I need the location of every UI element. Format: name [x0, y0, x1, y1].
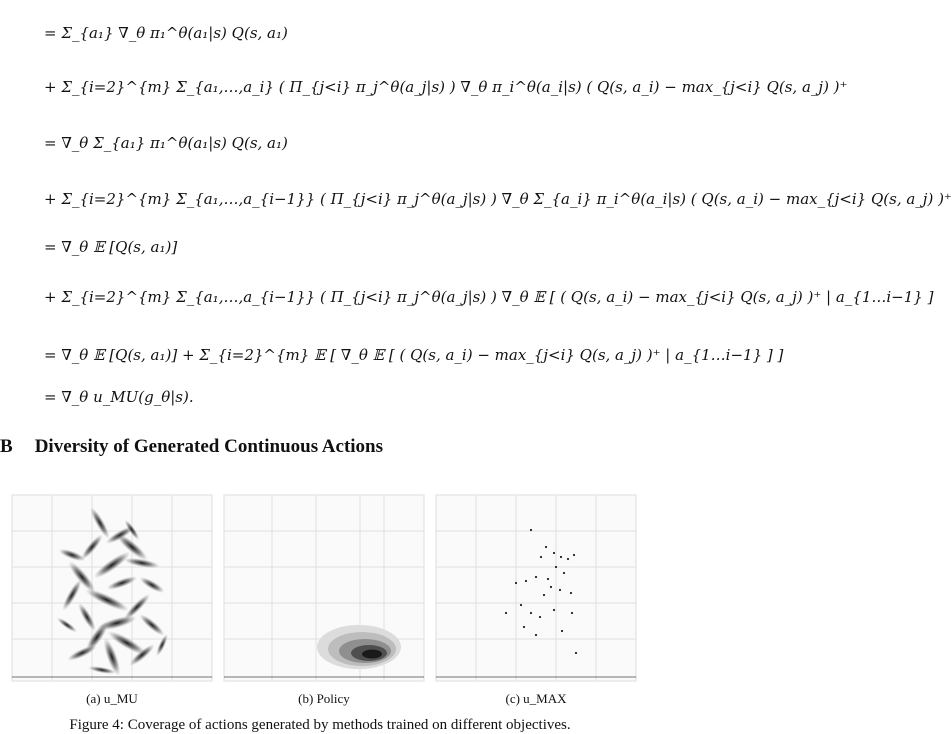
figure-4	[0, 495, 640, 733]
action-sample-point	[553, 552, 555, 554]
action-sample-point	[570, 592, 572, 594]
equation-line: = ∇_θ u_MU(g_θ|s).	[44, 388, 194, 406]
equation-line: + Σ_{i=2}^{m} Σ_{a₁,…,a_{i−1}} ( Π_{j<i} π_j^θ(a_j|s) ) ∇_θ Σ_{a_i} π_i^θ(a_i|s) ( Q(s, a_i) − max_{j<i} Q(s, a_j) )⁺	[44, 190, 952, 208]
panel-umax	[436, 495, 636, 706]
action-sample-point	[555, 566, 557, 568]
caption-b: (b) Policy	[298, 691, 350, 706]
panel-umax-plot	[436, 495, 636, 681]
action-sample-point	[545, 546, 547, 548]
action-sample-point	[543, 594, 545, 596]
action-sample-point	[535, 634, 537, 636]
action-sample-point	[559, 589, 561, 591]
action-sample-point	[523, 626, 525, 628]
section-title: Diversity of Generated Continuous Actions	[34, 436, 384, 457]
action-sample-point	[530, 612, 532, 614]
action-sample-point	[539, 616, 541, 618]
panel-umu-plot	[12, 495, 212, 681]
action-sample-point	[515, 582, 517, 584]
action-sample-point	[520, 604, 522, 606]
equation-line: = Σ_{a₁} ∇_θ π₁^θ(a₁|s) Q(s, a₁)	[44, 24, 288, 42]
equation-line: + Σ_{i=2}^{m} Σ_{a₁,…,a_i} ( Π_{j<i} π_j^θ(a_j|s) ) ∇_θ π_i^θ(a_i|s) ( Q(s, a_i) − max_{j<i} Q(s, a_j) )⁺	[44, 78, 848, 96]
caption-c: (c) u_MAX	[505, 691, 567, 706]
equation-line: = ∇_θ 𝔼 [Q(s, a₁)]	[44, 238, 178, 256]
action-sample-point	[573, 554, 575, 556]
action-sample-point	[540, 556, 542, 558]
action-sample-point	[550, 586, 552, 588]
action-sample-point	[563, 572, 565, 574]
action-sample-point	[535, 576, 537, 578]
action-sample-point	[571, 612, 573, 614]
equation-line: = ∇_θ 𝔼 [Q(s, a₁)] + Σ_{i=2}^{m} 𝔼 [ ∇_θ 𝔼 [ ( Q(s, a_i) − max_{j<i} Q(s, a_j) )⁺ | a_{1…i−1} ] ]	[44, 346, 784, 364]
action-sample-point	[575, 652, 577, 654]
action-sample-point	[547, 578, 549, 580]
action-sample-point	[561, 630, 563, 632]
action-sample-point	[553, 609, 555, 611]
action-sample-point	[525, 580, 527, 582]
equation-line: = ∇_θ Σ_{a₁} π₁^θ(a₁|s) Q(s, a₁)	[44, 134, 288, 152]
policy-density	[317, 625, 401, 669]
panel-policy	[224, 495, 424, 706]
action-sample-point	[530, 529, 532, 531]
action-sample-point	[505, 612, 507, 614]
action-sample-point	[567, 558, 569, 560]
panel-policy-plot	[224, 495, 424, 681]
section-number: B	[0, 436, 13, 457]
caption-a: (a) u_MU	[86, 691, 138, 706]
equation-line: + Σ_{i=2}^{m} Σ_{a₁,…,a_{i−1}} ( Π_{j<i} π_j^θ(a_j|s) ) ∇_θ 𝔼 [ ( Q(s, a_i) − max_{j<i} Q(s, a_j) )⁺ | a_{1…i−1} ]	[44, 288, 934, 306]
figure-caption: Figure 4: Coverage of actions generated by methods trained on different objectives.	[69, 717, 571, 733]
action-sample-point	[560, 556, 562, 558]
panel-umu	[12, 495, 212, 706]
section-heading	[0, 436, 383, 458]
